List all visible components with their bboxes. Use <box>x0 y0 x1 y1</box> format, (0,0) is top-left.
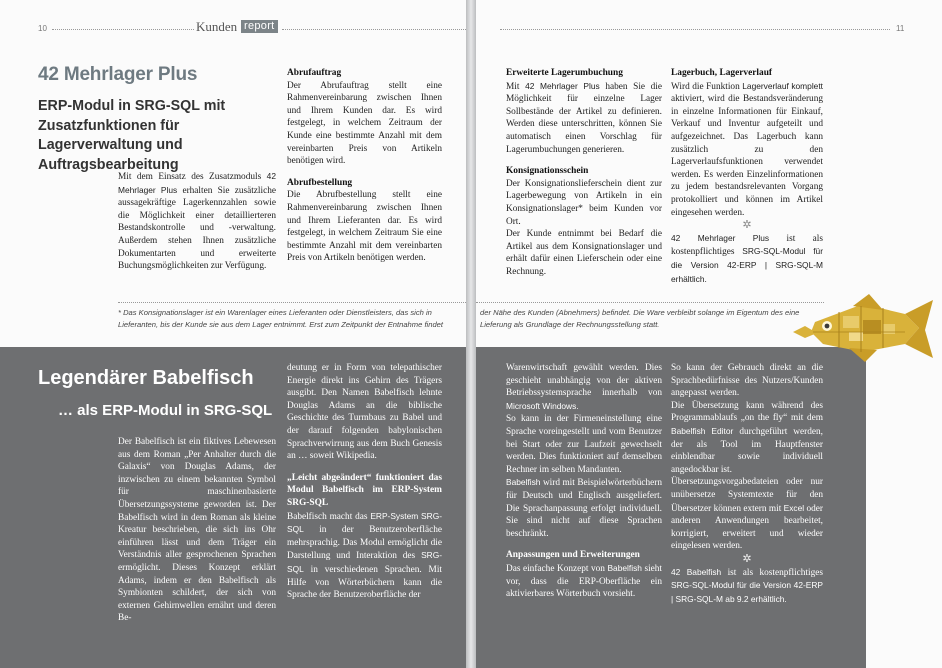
article-title: 42 Mehrlager Plus <box>38 64 198 85</box>
product-name: 42 Mehrlager Plus <box>671 232 770 243</box>
left-page <box>0 0 466 668</box>
section-heading: Anpassungen und Erweiterungen <box>506 550 640 561</box>
product-name: 42 Babelfish <box>671 566 722 577</box>
text-column: Abrufauftrag Der Abrufauftrag stellt eine Rahmenvereinbarung zwischen Ihnen und Ihrem Kunden dar. Es wird festgelegt, in welchem Zeitraum der Kunde eine bestimmte Anzahl mit dem vereinbarten Preis von Artikeln benötigen wird. Abrufbestellung Die Abrufbestellung stellt eine Rahmenvereinbarung zwischen Ihnen und Ihrem Lieferanten dar. Es wird festgelegt, in welchem Zeitraum Sie eine bestimmte Anzahl mit dem vereinbarten Preis von Artikeln benötigen werden. <box>287 68 442 264</box>
section-heading: Abrufbestellung <box>287 177 353 188</box>
book-spine <box>466 0 476 668</box>
section-label-kunden: Kunden <box>196 19 238 34</box>
text-column: Lagerbuch, Lagerverlauf Wird die Funktion Lagerverlauf komplett aktiviert, wird die Bestandsveränderung in einzelne Informationen für Einkauf, Verkauf und Inventur aufgeteilt und aufgezeichnet. Das Lagerbuch kann zusätzlich zu den Lagerverlaufsfunktionen verwendet werden. Es werden Einzelinformationen zu jedem bestandsrelevanten Vorgang protokolliert und können im Artikel eingesehen werden. ✲ 42 Mehrlager Plus ist als kostenpflichtiges SRG-SQL-Modul für die Version 42-ERP | SRG-SQL-M erhältlich. <box>671 68 824 284</box>
text-column: deutung er in Form von telepathischer Energie direkt ins Gehirn des Trägers ausgibt. Den Namen Babelfisch lehnte Douglas Adams an die biblische Geschichte des Turmbaus zu Babel und der darauf folgenden babylonischen Sprachverwirrung aus dem Buch Genesis an … soweit Wikipedia. „Leicht abgeändert“ funktioniert das Modul Babelfisch im ERP-System SRG-SQL Babelfisch macht das ERP-System SRG-SQL in der Benutzeroberfläche mehrsprachig. Das Modul ermöglicht die Darstellung und Interaktion des SRG-SQL in verschiedenen Sprachen. Mit Hilfe von Wörterbüchern kann die Sprache der Benutzeroberfläche der <box>287 363 442 601</box>
text-column: Warenwirtschaft gewählt werden. Dies geschieht unabhängig von der aktiven Betriebssystemsprache innerhalb von Microsoft Windows. So kann in der Firmeneinstellung eine Sprache voreingestellt und vom Benutzer bei Start oder zur Laufzeit gewechselt werden. Dies funktioniert auf demselben Rechner im selben Mandanten. Babelfish wird mit Beispielwörterbüchern für Deutsch und Englisch ausgeliefert. Die Sprachanpassung erfolgt individuell. Sie sind nicht auf diese Sprachen beschränkt. Anpassungen und Erweiterungen Das einfache Konzept von Babelfish sieht vor, dass die ERP-Oberfläche ein aktivierbares Wörterbuch vorsieht. <box>506 363 663 600</box>
article-subtitle: ERP-Modul in SRG-SQL mit Zusatzfunktionen für Lagerverwaltung und Auftragsbearbeitung <box>38 98 226 173</box>
product-name: 42 Mehrlager Plus <box>525 80 600 91</box>
section-heading: Abrufauftrag <box>287 68 342 78</box>
footnote-rule <box>118 302 466 303</box>
page-number-right: 11 <box>896 24 905 33</box>
article-title: Legendärer Babelfisch <box>38 367 254 389</box>
right-page <box>476 0 942 668</box>
header-rule <box>282 29 466 30</box>
intro-column: Mit dem Einsatz des Zusatzmoduls 42 Mehrlager Plus erhalten Sie zusätzliche aussagekräftige Lagerkennzahlen sowie die Möglichkeit einer detaillierteren Bestandskontrolle und -verwaltung. Außerdem stehen Ihnen zusätzliche Dokumentarten und erweiterte Buchungsmöglichkeiten zur Verfügung. <box>118 171 276 272</box>
footnote: der Nähe des Kunden (Abnehmers) befindet. Die Ware verbleibt solange im Eigentum des eine Lieferung als Grundlage der Rechnungsstellung statt. <box>480 308 800 329</box>
text-column: So kann der Gebrauch direkt an die Sprachbedürfnisse des Nutzers/Kunden angepasst werden. Die Übersetzung kann während des Programmablaufs „on the fly“ mit dem Babelfish Editor durchgeführt werden, der als Tool im Hauptfenster einblendbar sowie individuell angedockbar ist. Übersetzungsvorgabedateien oder nur unübersetze Systemtexte für den Übersetzer können extern mit Excel oder anderen Anwendungen bearbeitet, korrigiert, erweitert und wieder eingelesen werden. ✲ 42 Babelfish ist als kostenpflichtiges SRG-SQL-Modul für die Version 42-ERP | SRG-SQL-M ab 9.2 erhältlich. <box>671 363 823 604</box>
section-label-report: report <box>241 20 278 33</box>
section-heading: Lagerbuch, Lagerverlauf <box>671 68 773 78</box>
footnote: * Das Konsignationslager ist ein Warenlager eines Lieferanten oder Dienstleisters, das sich in Lieferanten, bis der Kunde sie aus dem Lager entnimmt. Erst zum Zeitpunkt der Entnahme findet <box>118 308 444 329</box>
section-heading: „Leicht abgeändert“ funktioniert das Modul Babelfisch im ERP-System SRG-SQL <box>287 472 442 508</box>
footnote-rule <box>476 302 824 303</box>
section-heading: Konsignationsschein <box>506 166 589 177</box>
babelfish-icon <box>793 292 933 364</box>
header-rule <box>52 29 194 30</box>
section-heading: Erweiterte Lagerumbuchung <box>506 68 623 78</box>
page-number-left: 10 <box>38 24 47 33</box>
product-name: 42 Mehrlager Plus <box>118 171 276 195</box>
article-subtitle: … als ERP-Modul in SRG-SQL <box>58 402 273 419</box>
header-rule <box>500 29 890 30</box>
separator-ornament: ✲ <box>742 552 752 565</box>
text-column: Der Babelfisch ist ein fiktives Lebewesen aus dem Roman „Per Anhalter durch die Galaxis“ von Douglas Adams, der inzwischen zu einem bekannten Symbol für maschinenbasierte Übersetzungssysteme geworden ist. Der Babelfisch wird in dem Roman als kleine Kreatur beschrieben, die sich ins Ohr einführen lässt und dem Träger ein Verständnis aller gesprochenen Sprachen ermöglicht. Dieses Konzept erklärt Adams, indem er den Babelfisch als Symbionten schildert, der sich von externen Gehirnwellen ernährt und deren Be- <box>118 437 276 624</box>
separator-ornament: ✲ <box>742 219 752 232</box>
text-column: Erweiterte Lagerumbuchung Mit 42 Mehrlager Plus haben Sie die Möglichkeit für einzelne Lager Sollbestände der Artikel zu definieren. Werden diese unterschritten, können Sie automatisch einen Vorschlag für Lagerumbuchungen generieren. Konsignationsschein Der Konsignationslieferschein dient zur Lagerbewegung von Artikeln in ein Konsignationslager* beim Kunden vor Ort. Der Kunde entnimmt bei Bedarf die Artikel aus dem Konsignationslager und erhält dafür einen Lieferschein oder eine Rechnung. <box>506 68 663 277</box>
